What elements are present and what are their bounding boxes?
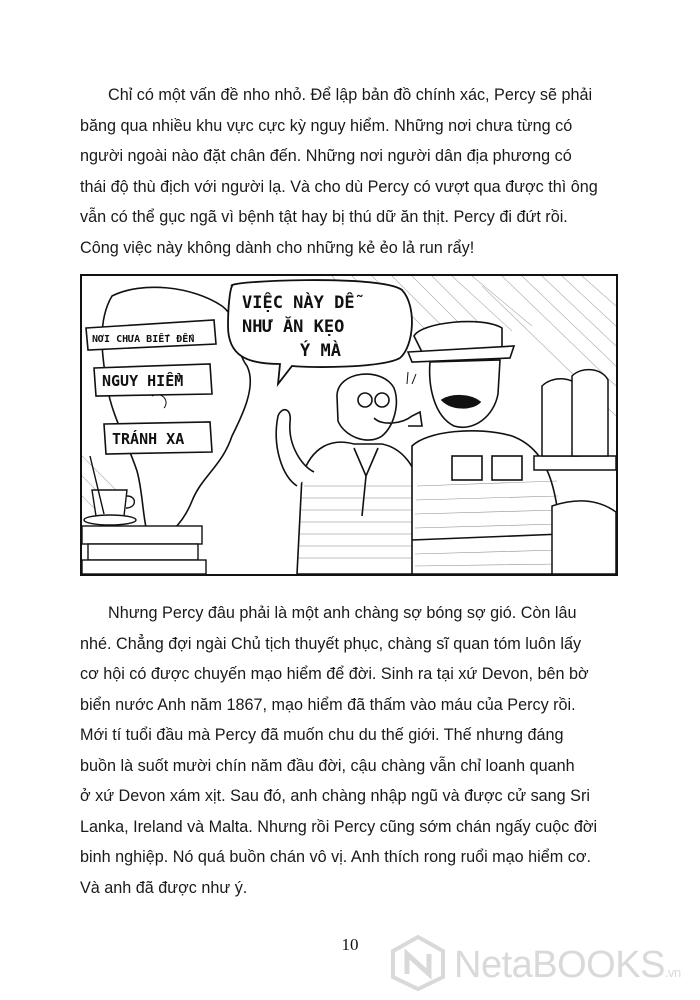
officer-figure <box>408 322 562 574</box>
map-label-avoid: TRÁNH XA <box>112 430 185 448</box>
paragraph-line: nhé. Chẳng đợi ngài Chủ tịch thuyết phục, chàng sĩ quan tóm luôn lấy <box>80 634 582 653</box>
speech-line-2: NHƯ ĂN KẸO <box>242 317 345 337</box>
paragraph-line: binh nghiệp. Nó quá buồn chán vô vị. Anh thích rong ruổi mạo hiểm cơ. <box>80 848 591 866</box>
paragraph-line: Lanka, Ireland và Malta. Nhưng rồi Percy cũng sớm chán ngấy cuộc đời <box>80 817 598 836</box>
map-label-unexplored: NƠI CHƯA BIẾT ĐẾN <box>92 334 195 345</box>
bald-man-figure <box>276 372 427 574</box>
speech-line-1: VIỆC NÀY DỄ <box>242 293 355 313</box>
paragraph-line: người ngoài nào đặt chân đến. Những nơi người dân địa phương có <box>80 147 572 165</box>
paragraph-line: Chỉ có một vấn đề nho nhỏ. Để lập bản đồ chính xác, Percy sẽ phải <box>108 86 593 104</box>
netabooks-watermark <box>388 934 688 992</box>
paragraph-line: Nhưng Percy đâu phải là một anh chàng sợ bóng sợ gió. Còn lâu <box>108 604 577 622</box>
paragraph-line: Mới tí tuổi đầu mà Percy đã muốn chu du thế giới. Thế nhưng đáng <box>80 726 564 744</box>
netabooks-logo-icon <box>388 934 448 992</box>
speech-line-3: Ý MÀ <box>300 341 341 361</box>
paragraph-line: cơ hội có được chuyến mạo hiểm để đời. Sinh ra tại xứ Devon, bên bờ <box>80 665 589 683</box>
page-number: 10 <box>341 935 359 954</box>
paragraph-line: biển nước Anh năm 1867, mạo hiểm đã thấm vào máu của Percy rồi. <box>80 695 576 714</box>
paragraph-1 <box>80 80 628 263</box>
watermark-text: NetaBOOKS.vn <box>454 944 681 986</box>
paragraph-line: Công việc này không dành cho những kẻ ẻo lả run rẩy! <box>80 238 475 257</box>
paragraph-line: Và anh đã được như ý. <box>80 878 248 897</box>
paragraph-line: ở xứ Devon xám xịt. Sau đó, anh chàng nhập ngũ và được cử sang Sri <box>80 787 590 805</box>
paragraph-2 <box>80 598 628 903</box>
paragraph-line: thái độ thù địch với người lạ. Và cho dù Percy có vượt qua được thì ông <box>80 177 598 196</box>
paragraph-line: băng qua nhiều khu vực cực kỳ nguy hiểm. Những nơi chưa từng có <box>80 116 573 135</box>
comic-illustration <box>80 274 618 576</box>
paragraph-line: buồn là suốt mười chín năm đầu đời, cậu chàng vẫn chỉ loanh quanh <box>80 756 575 775</box>
map-label-dangerous: NGUY HIỂM <box>102 372 184 390</box>
paragraph-line: vẫn có thể gục ngã vì bệnh tật hay bị thú dữ ăn thịt. Percy đi đứt rồi. <box>80 208 568 226</box>
